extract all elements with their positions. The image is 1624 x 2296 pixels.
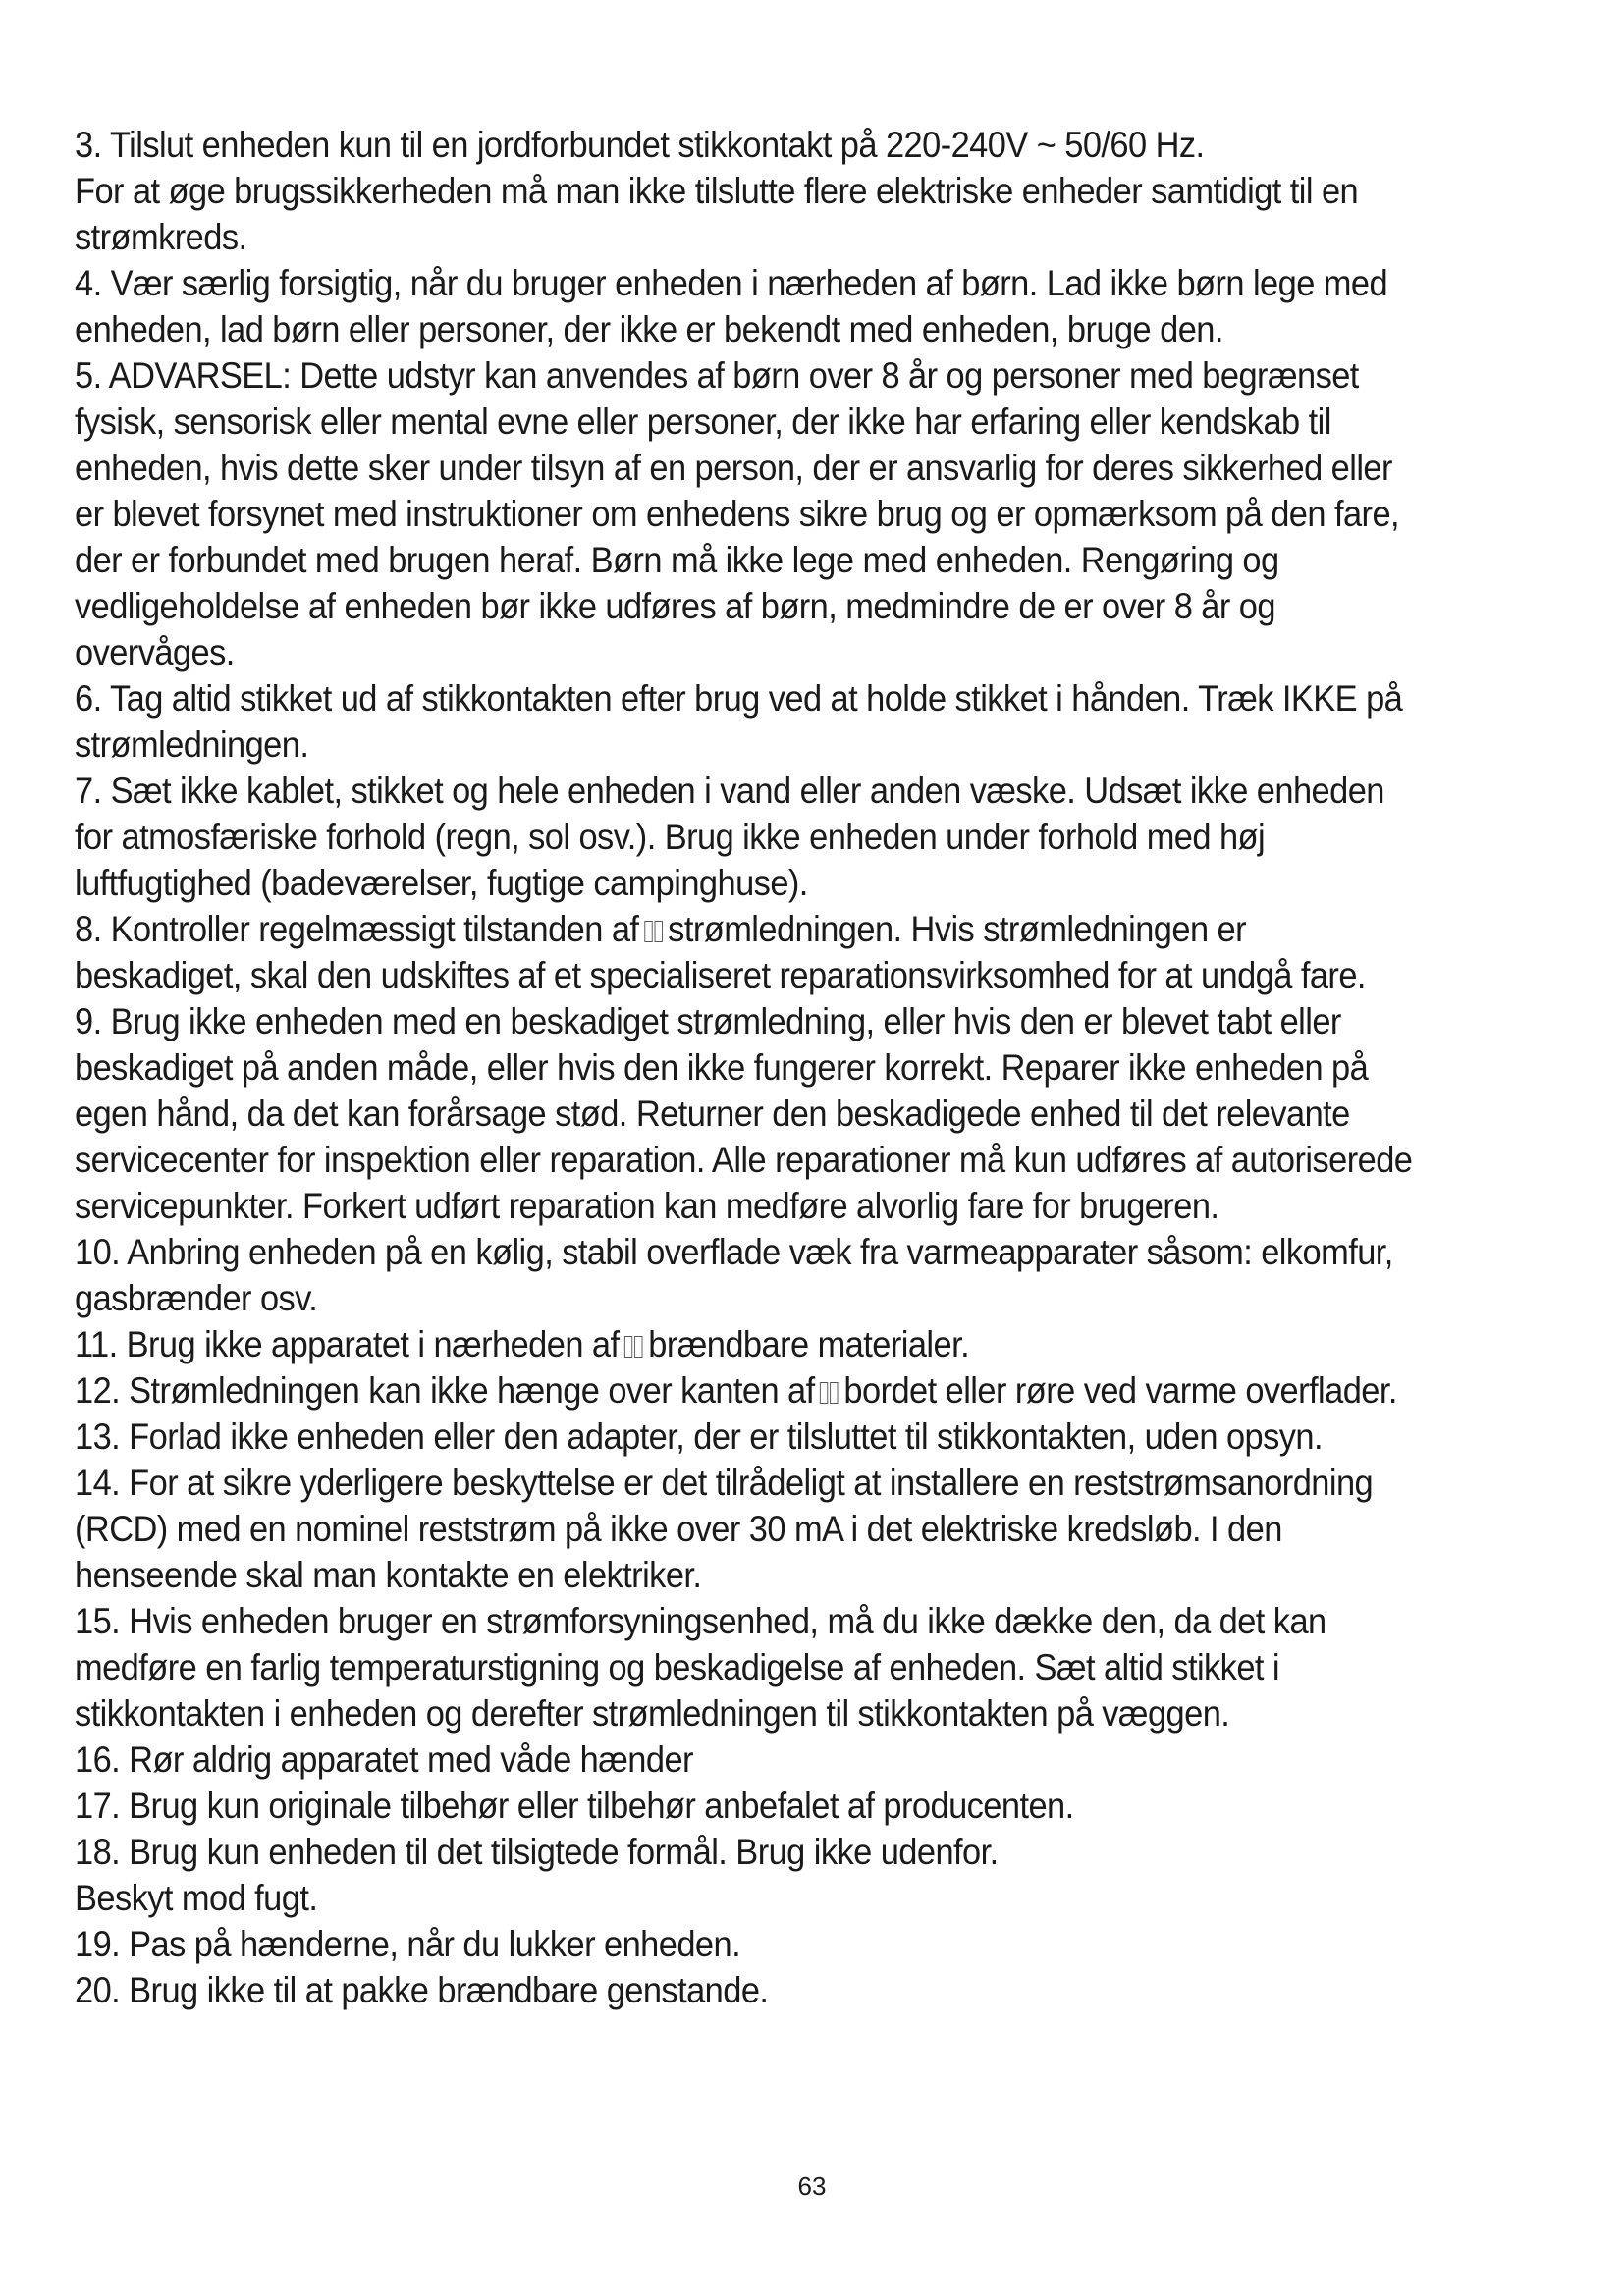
list-item	[75, 1460, 1463, 1598]
text-line: vedligeholdelse af enheden bør ikke udføres af børn, medmindre de er over 8 år og	[75, 586, 1275, 626]
list-item	[75, 1736, 1463, 1783]
text-line: strømledningen.	[75, 724, 309, 765]
text-line: For at øge brugssikkerheden må man ikke tilslutte flere elektriske enheder samtidigt til en	[75, 171, 1359, 211]
text-line: enheden, lad børn eller personer, der ikke er bekendt med enheden, bruge den.	[75, 309, 1223, 349]
text-line: 16. Rør aldrig apparatet med våde hænder	[75, 1739, 693, 1780]
text-line: for atmosfæriske forhold (regn, sol osv.). Brug ikke enheden under forhold med høj	[75, 817, 1266, 857]
text-line: 4. Vær særlig forsigtig, når du bruger enheden i nærheden af børn. Lad ikke børn lege med	[75, 263, 1388, 303]
list-item	[75, 1783, 1463, 1829]
text-line: der er forbundet med brugen heraf. Børn må ikke lege med enheden. Rengøring og	[75, 540, 1279, 580]
text-line	[75, 1321, 1463, 1367]
text-segment: 11. Brug ikke apparatet i nærheden af	[75, 1324, 620, 1364]
missing-glyph-icon	[624, 1324, 644, 1364]
list-item	[75, 675, 1463, 768]
list-item	[75, 352, 1463, 675]
text-segment: 8. Kontroller regelmæssigt tilstanden af	[75, 909, 639, 949]
text-line: henseende skal man kontakte en elektriker.	[75, 1555, 702, 1595]
text-line: strømkreds.	[75, 217, 247, 257]
text-line: 18. Brug kun enheden til det tilsigtede formål. Brug ikke udenfor.	[75, 1832, 999, 1872]
text-line	[75, 906, 1463, 952]
text-line: luftfugtighed (badeværelser, fugtige campinghuse).	[75, 863, 808, 903]
text-line: stikkontakten i enheden og derefter strømledningen til stikkontakten på væggen.	[75, 1693, 1230, 1734]
list-item	[75, 1598, 1463, 1736]
text-segment: bordet eller røre ved varme overflader.	[843, 1370, 1397, 1411]
text-segment: strømledningen. Hvis strømledningen er	[668, 909, 1247, 949]
page-number: 63	[797, 2171, 827, 2201]
list-item	[75, 998, 1463, 1229]
list-item	[75, 1367, 1463, 1414]
list-item	[75, 1414, 1463, 1460]
text-line: 10. Anbring enheden på en kølig, stabil overflade væk fra varmeapparater såsom: elkomfur,	[75, 1232, 1393, 1272]
text-line: 3. Tilslut enheden kun til en jordforbundet stikkontakt på 220-240V ~ 50/60 Hz.	[75, 125, 1205, 165]
text-line: 19. Pas på hænderne, når du lukker enheden.	[75, 1924, 741, 1964]
text-line: beskadiget, skal den udskiftes af et specialiseret reparationsvirksomhed for at undgå fare.	[75, 955, 1366, 995]
text-segment: 12. Strømledningen kan ikke hænge over kanten af	[75, 1370, 815, 1411]
list-item	[75, 1921, 1463, 1967]
text-line: servicepunkter. Forkert udført reparation kan medføre alvorlig fare for brugeren.	[75, 1186, 1219, 1226]
text-line: beskadiget på anden måde, eller hvis den ikke fungerer korrekt. Reparer ikke enheden på	[75, 1047, 1369, 1088]
text-line: 14. For at sikre yderligere beskyttelse er det tilrådeligt at installere en reststrømsanordning	[75, 1463, 1374, 1503]
text-line: er blevet forsynet med instruktioner om enhedens sikre brug og er opmærksom på den fare,	[75, 494, 1400, 534]
text-line: egen hånd, da det kan forårsage stød. Returner den beskadigede enhed til det relevante	[75, 1094, 1350, 1134]
text-line: 6. Tag altid stikket ud af stikkontakten efter brug ved at holde stikket i hånden. Træk IKKE på	[75, 678, 1403, 719]
missing-glyph-icon	[820, 1370, 839, 1411]
list-item	[75, 906, 1463, 998]
text-segment: brændbare materialer.	[648, 1324, 970, 1364]
text-line: medføre en farlig temperaturstigning og beskadigelse af enheden. Sæt altid stikket i	[75, 1647, 1280, 1687]
text-line: 7. Sæt ikke kablet, stikket og hele enheden i vand eller anden væske. Udsæt ikke enheden	[75, 771, 1384, 811]
text-line: 15. Hvis enheden bruger en strømforsyningsenhed, må du ikke dække den, da det kan	[75, 1601, 1326, 1641]
list-item	[75, 1829, 1463, 1921]
text-line: (RCD) med en nominel reststrøm på ikke over 30 mA i det elektriske kredsløb. I den	[75, 1509, 1282, 1549]
list-item	[75, 1967, 1463, 2013]
text-line: 17. Brug kun originale tilbehør eller tilbehør anbefalet af producenten.	[75, 1786, 1074, 1826]
list-item	[75, 260, 1463, 352]
missing-glyph-icon	[644, 909, 664, 949]
text-line: 20. Brug ikke til at pakke brændbare genstande.	[75, 1970, 769, 2010]
text-line: overvåges.	[75, 632, 235, 672]
text-line: enheden, hvis dette sker under tilsyn af en person, der er ansvarlig for deres sikkerhed eller	[75, 448, 1392, 488]
instructions-text	[75, 122, 1463, 2013]
list-item	[75, 768, 1463, 906]
text-line: 13. Forlad ikke enheden eller den adapter, der er tilsluttet til stikkontakten, uden opsyn.	[75, 1416, 1323, 1457]
list-item	[75, 122, 1463, 260]
list-item	[75, 1321, 1463, 1367]
text-line: 9. Brug ikke enheden med en beskadiget strømledning, eller hvis den er blevet tabt eller	[75, 1001, 1341, 1041]
text-line: gasbrænder osv.	[75, 1278, 318, 1318]
text-line: fysisk, sensorisk eller mental evne eller personer, der ikke har erfaring eller kendskab til	[75, 401, 1331, 442]
list-item	[75, 1229, 1463, 1321]
text-line: servicecenter for inspektion eller reparation. Alle reparationer må kun udføres af autoriserede	[75, 1140, 1413, 1180]
text-line: Beskyt mod fugt.	[75, 1878, 318, 1918]
text-line	[75, 1367, 1463, 1414]
text-line: 5. ADVARSEL: Dette udstyr kan anvendes af børn over 8 år og personer med begrænset	[75, 355, 1359, 396]
